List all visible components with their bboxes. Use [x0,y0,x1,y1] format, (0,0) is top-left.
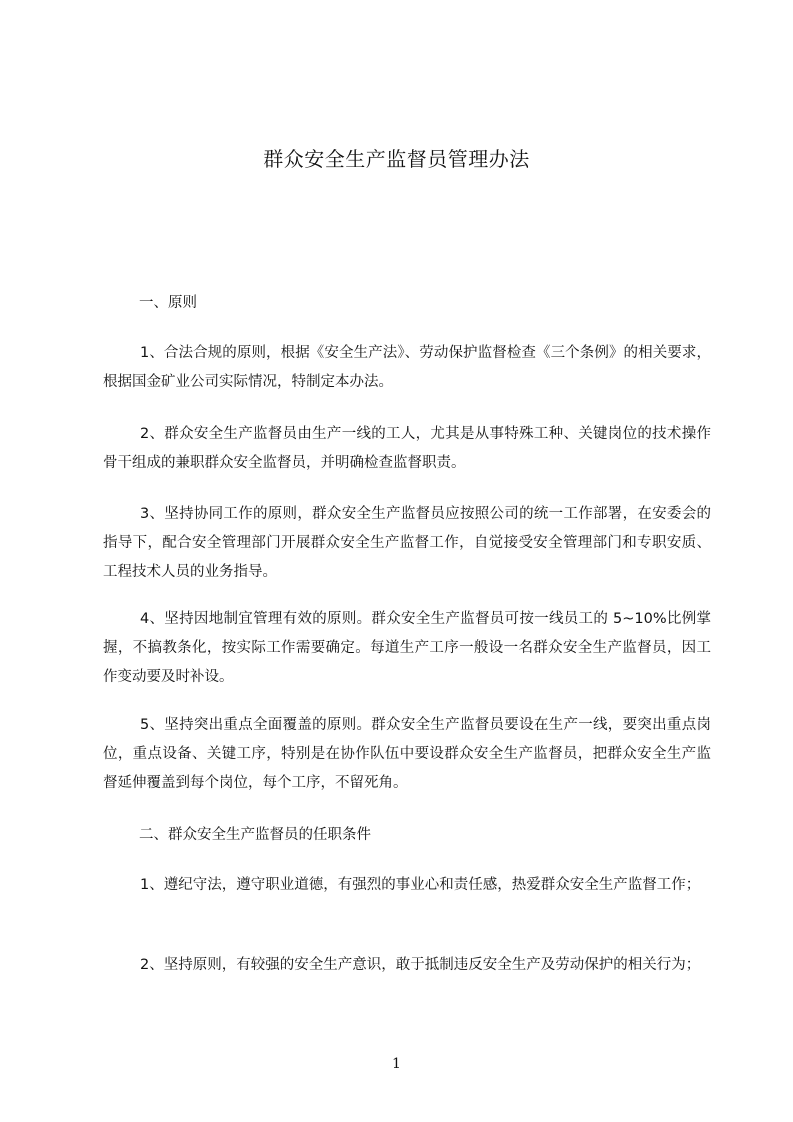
qualification-item-1: 1、遵纪守法，遵守职业道德，有强烈的事业心和责任感，热爱群众安全生产监督工作； [140,877,701,893]
principle-item-2: 2、群众安全生产监督员由生产一线的工人，尤其是从事特殊工种、关键岗位的技术操作骨干组成的兼职群众安全监督员，并明确检查监督职责。 [103,426,711,471]
principle-item-4: 4、坚持因地制宜管理有效的原则。群众安全生产监督员可按一线员工的 5~10%比例掌握，不搞教条化，按实际工作需要确定。每道生产工序一般设一名群众安全生产监督员，因工作变动要及时补设。 [103,611,711,685]
page-number: 1 [392,1056,401,1072]
principle-item-3: 3、坚持协同工作的原则，群众安全生产监督员应按照公司的统一工作部署，在安委会的指导下，配合安全管理部门开展群众安全生产监督工作，自觉接受安全管理部门和专职安质、工程技术人员的业务指导。 [103,506,711,580]
principle-item-5: 5、坚持突出重点全面覆盖的原则。群众安全生产监督员要设在生产一线，要突出重点岗位，重点设备、关键工序，特别是在协作队伍中要设群众安全生产监督员，把群众安全生产监督延伸覆盖到每个岗位，每个工序，不留死角。 [103,717,711,791]
section-heading-principles: 一、原则 [139,295,197,311]
section-heading-qualifications: 二、群众安全生产监督员的任职条件 [139,827,371,843]
document-title: 群众安全生产监督员管理办法 [263,147,530,171]
qualification-item-2: 2、坚持原则，有较强的安全生产意识，敢于抵制违反安全生产及劳动保护的相关行为； [140,957,701,973]
principle-item-1: 1、合法合规的原则，根据《安全生产法》、劳动保护监督检查《三个条例》的相关要求，根据国金矿业公司实际情况，特制定本办法。 [103,345,711,390]
